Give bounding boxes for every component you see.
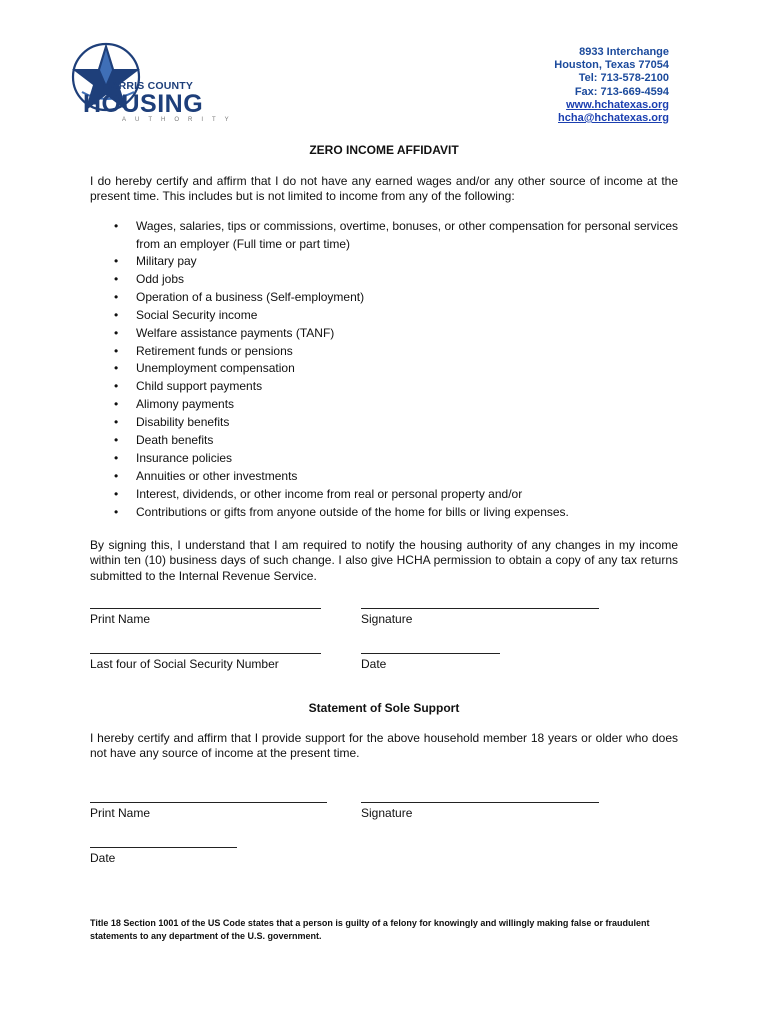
list-item: • Interest, dividends, or other income from real or personal property and/or: [112, 486, 678, 504]
date-line[interactable]: [90, 847, 237, 848]
logo-line-3: AUTHORITY: [122, 117, 238, 123]
list-item: • Death benefits: [112, 432, 678, 450]
date-label: Date: [90, 851, 116, 865]
list-item: • Contributions or gifts from anyone outside of the home for bills or living expenses.: [112, 504, 678, 522]
fax-number: Fax: 713-669-4594: [574, 85, 669, 98]
affidavit-title: ZERO INCOME AFFIDAVIT: [309, 143, 459, 157]
list-item: • Wages, salaries, tips or commissions, overtime, bonuses, or other compensation for personal services from an employer (Full time or part time): [112, 218, 678, 253]
list-item: • Operation of a business (Self-employment): [112, 289, 678, 307]
phone-number: Tel: 713-578-2100: [578, 72, 669, 85]
signature-line[interactable]: [361, 802, 599, 803]
print-name-line[interactable]: [90, 802, 327, 803]
list-item: • Unemployment compensation: [112, 360, 678, 378]
list-item: • Disability benefits: [112, 414, 678, 432]
email-link[interactable]: hcha@hchatexas.org: [558, 112, 669, 125]
ssn-label: Last four of Social Security Number: [90, 657, 279, 671]
signing-paragraph: By signing this, I understand that I am required to notify the housing authority of any changes in my income within ten (10) business days of such change. I also give HCHA permission to obtain a copy of any tax returns submitted to the Internal Revenue Service.: [90, 538, 678, 583]
list-item: • Child support payments: [112, 378, 678, 396]
print-name-label: Print Name: [90, 612, 151, 626]
list-item: • Odd jobs: [112, 271, 678, 289]
sole-support-title: Statement of Sole Support: [308, 701, 460, 715]
website-link[interactable]: www.hchatexas.org: [566, 98, 669, 111]
list-item: • Insurance policies: [112, 450, 678, 468]
print-name-line[interactable]: [90, 608, 321, 609]
list-item: • Welfare assistance payments (TANF): [112, 325, 678, 343]
list-item: • Military pay: [112, 253, 678, 271]
income-source-list: [112, 218, 678, 522]
sole-support-text: I hereby certify and affirm that I provide support for the above household member 18 years or older who does not have any source of income at the present time.: [90, 731, 678, 761]
address-line-2: Houston, Texas 77054: [554, 59, 669, 72]
logo-line-1: HARRIS COUNTY: [103, 80, 194, 92]
date-label: Date: [361, 657, 387, 671]
contact-block: [554, 46, 669, 125]
ssn-line[interactable]: [90, 653, 321, 654]
affidavit-intro: I do hereby certify and affirm that I do not have any earned wages and/or any other source of income at the present time. This includes but is not limited to income from any of the following:: [90, 174, 678, 204]
signature-label: Signature: [361, 806, 413, 820]
legal-footnote: Title 18 Section 1001 of the US Code states that a person is guilty of a felony for knowingly and willingly making false or fraudulent statements to any department of the U.S. government.: [90, 918, 650, 941]
list-item: • Annuities or other investments: [112, 468, 678, 486]
date-line[interactable]: [361, 653, 500, 654]
signature-line[interactable]: [361, 608, 599, 609]
list-item: • Retirement funds or pensions: [112, 343, 678, 361]
print-name-label: Print Name: [90, 806, 151, 820]
list-item: • Social Security income: [112, 307, 678, 325]
signature-label: Signature: [361, 612, 413, 626]
logo-line-2: HOUSING: [83, 90, 204, 118]
list-item: • Alimony payments: [112, 396, 678, 414]
address-line-1: 8933 Interchange: [579, 46, 669, 58]
